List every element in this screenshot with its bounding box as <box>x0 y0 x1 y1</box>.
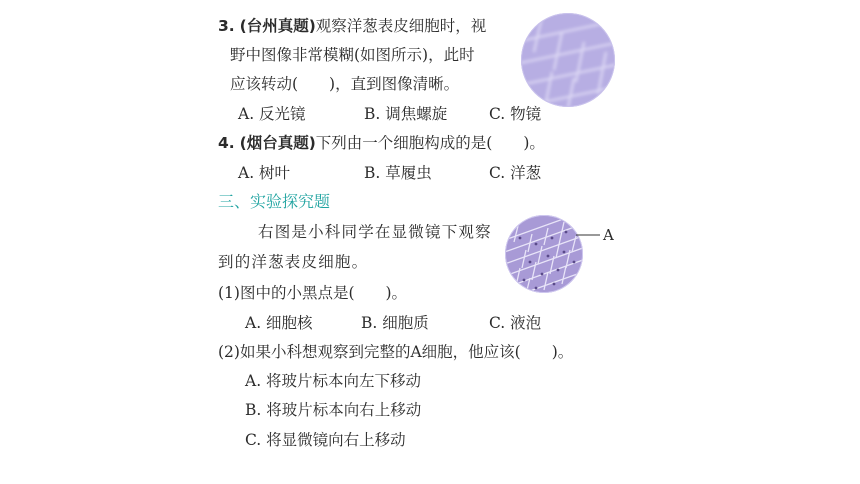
q3-line1 <box>218 15 486 37</box>
q3-text-3: 应该转动( )，直到图像清晰。 <box>230 75 460 93</box>
q3-text-1: 观察洋葱表皮细胞时，视 <box>315 17 487 35</box>
sub2-text: (2)如果小科想观察到完整的A细胞，他应该( )。 <box>218 343 574 361</box>
experiment-intro-1: 右图是小科同学在显微镜下观察 <box>258 223 492 241</box>
blurry-micrograph-image <box>520 12 616 108</box>
q4-line <box>218 132 545 154</box>
q4-option-c[interactable]: C. 洋葱 <box>489 164 542 182</box>
q3-option-a[interactable]: A. 反光镜 <box>238 105 306 123</box>
q3-number: 3. <box>218 17 235 35</box>
sub2-option-c[interactable]: C. 将显微镜向右上移动 <box>245 431 406 449</box>
section-title: 三、实验探究题 <box>218 192 331 211</box>
q4-text: 下列由一个细胞构成的是( )。 <box>315 134 545 152</box>
q3-option-b[interactable]: B. 调焦螺旋 <box>364 105 448 123</box>
sub1-option-c[interactable]: C. 液泡 <box>489 314 542 332</box>
q3-source-tag: (台州真题) <box>239 17 316 35</box>
onion-cells-micrograph-image <box>504 212 624 296</box>
sub1-option-a[interactable]: A. 细胞核 <box>245 314 313 332</box>
sub2-option-b[interactable]: B. 将玻片标本向右上移动 <box>245 401 422 419</box>
q4-number: 4. <box>218 134 235 152</box>
q4-option-b[interactable]: B. 草履虫 <box>364 164 432 182</box>
sub1-text: (1)图中的小黑点是( )。 <box>218 284 408 302</box>
sub1-option-b[interactable]: B. 细胞质 <box>361 314 429 332</box>
q3-option-c[interactable]: C. 物镜 <box>489 105 542 123</box>
sub2-option-a[interactable]: A. 将玻片标本向左下移动 <box>245 372 422 390</box>
q3-text-2: 野中图像非常模糊(如图所示)，此时 <box>230 46 475 64</box>
figure-label-a: A <box>603 226 614 244</box>
q4-option-a[interactable]: A. 树叶 <box>238 164 291 182</box>
experiment-intro-2: 到的洋葱表皮细胞。 <box>218 253 369 271</box>
q4-source-tag: (烟台真题) <box>239 134 316 152</box>
